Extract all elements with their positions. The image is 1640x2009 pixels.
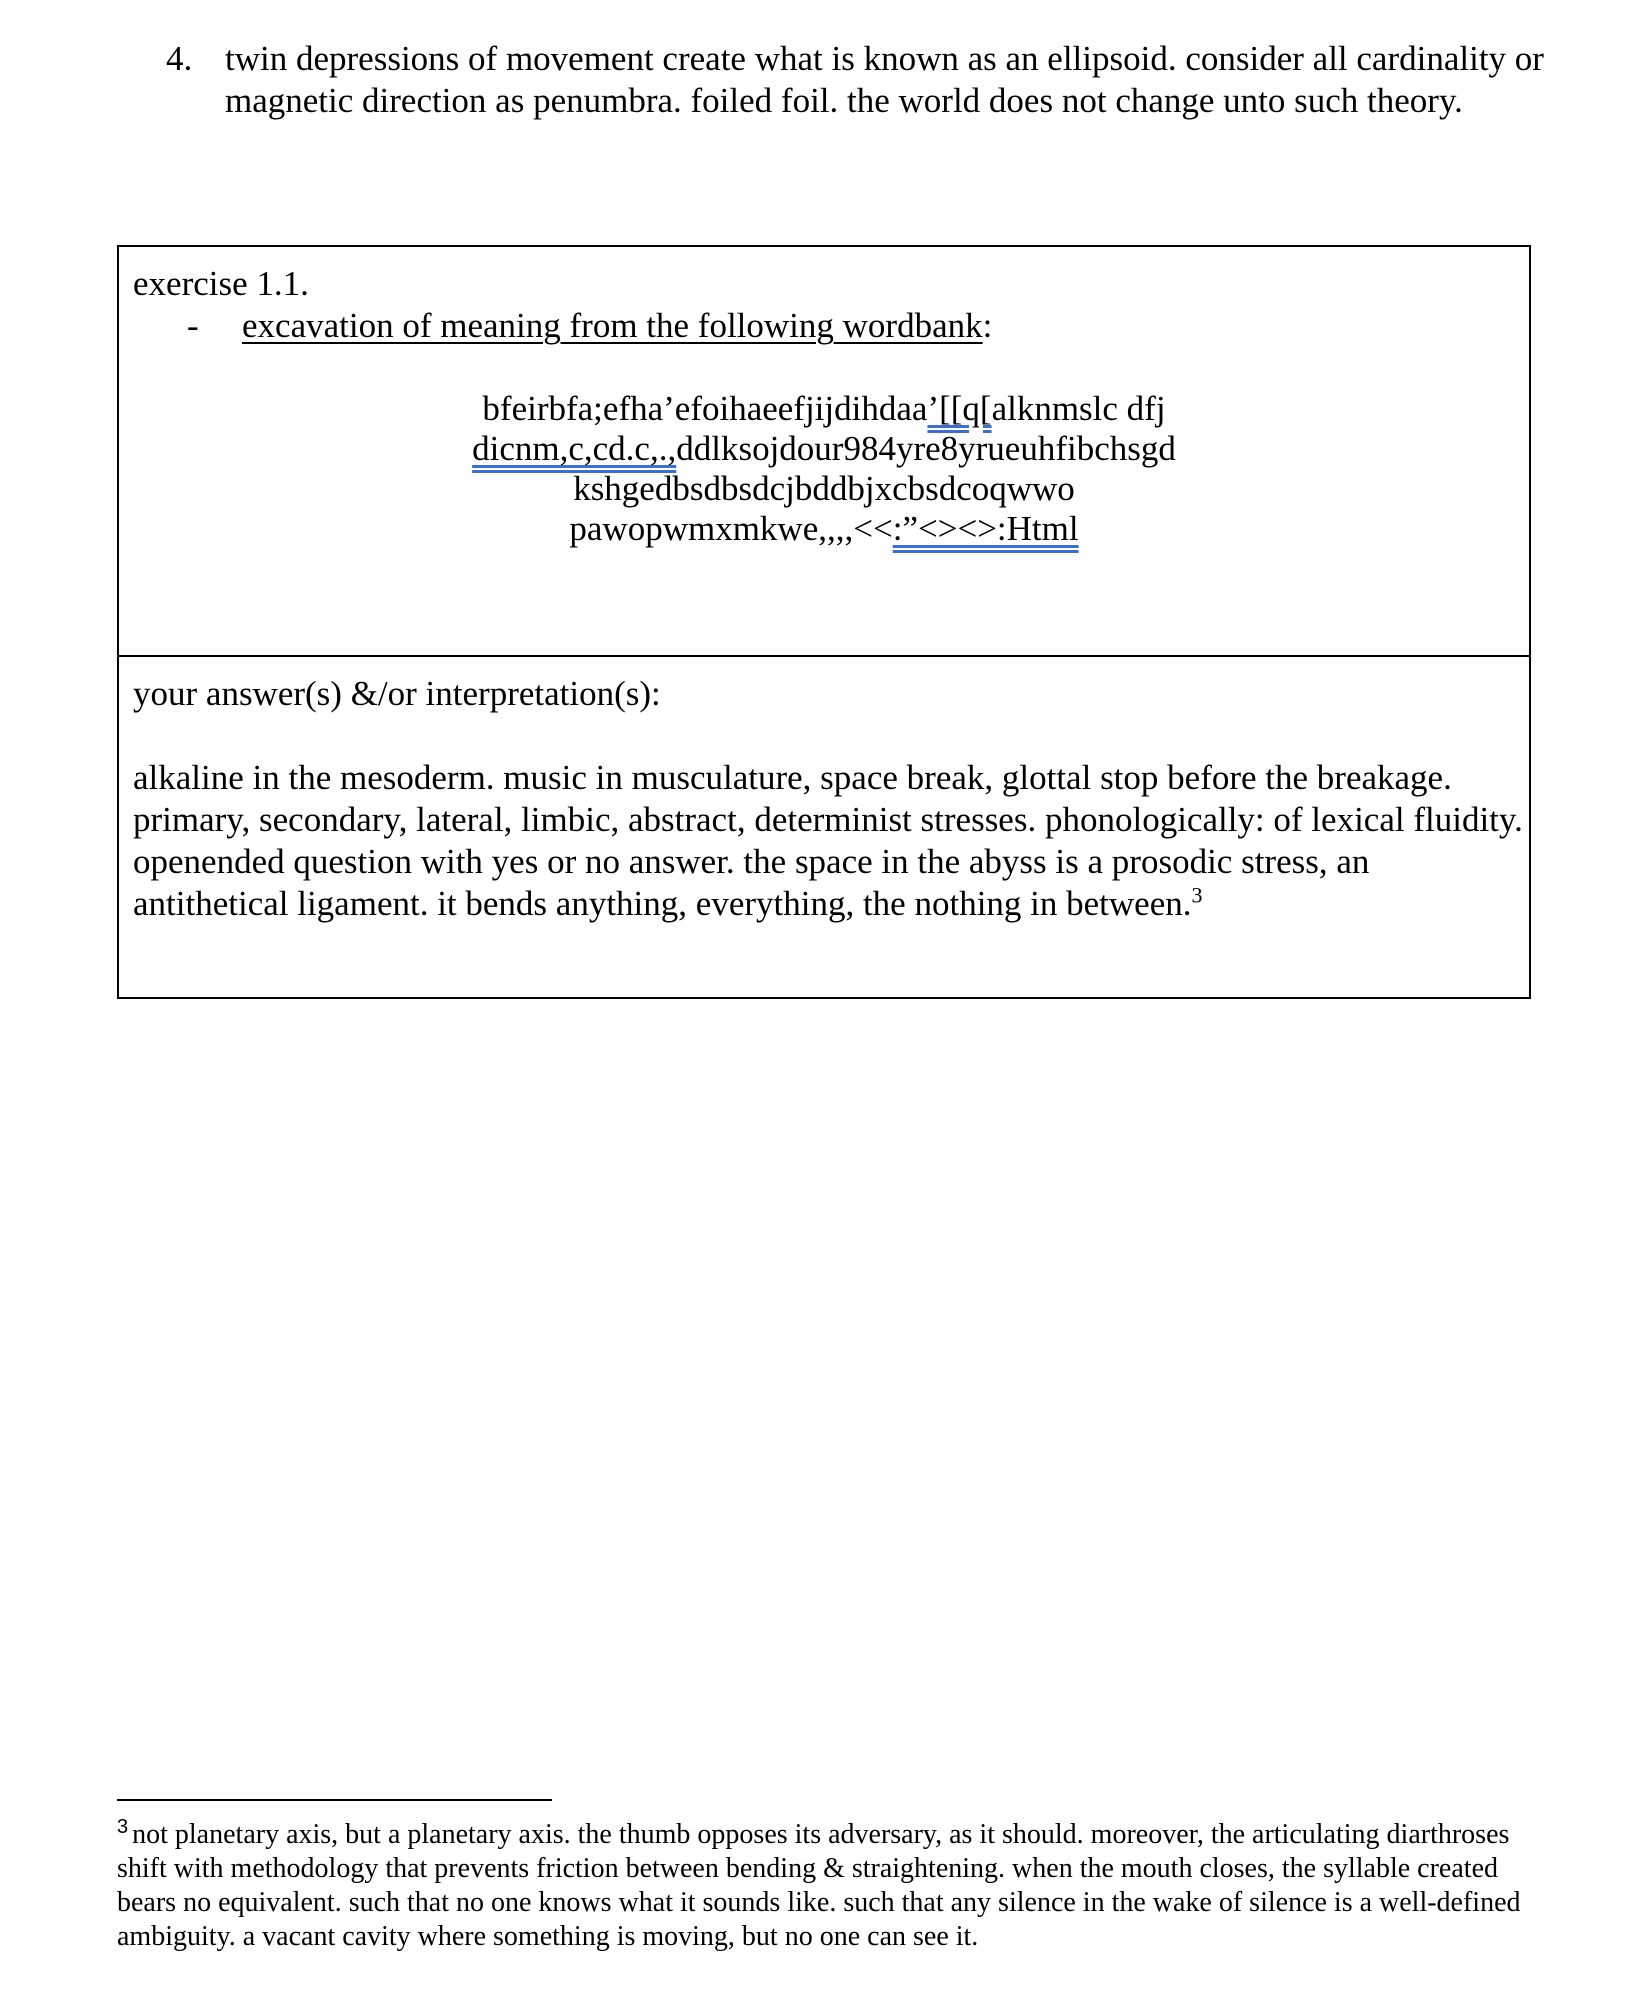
wordbank-segment: bfeirbfa;efha’efoihaeefjijdihdaa bbox=[482, 389, 928, 428]
spellcheck-underlined-segment: ’[[q[ bbox=[927, 389, 992, 428]
exercise-table bbox=[117, 245, 1531, 999]
instruction-colon: : bbox=[982, 306, 993, 345]
bullet-dash: - bbox=[187, 306, 199, 345]
wordbank-segment: alknmslc dfj bbox=[991, 389, 1166, 428]
answer-text bbox=[133, 757, 1523, 925]
footnote bbox=[117, 1815, 1537, 1954]
wordbank-line-2 bbox=[119, 429, 1529, 469]
wordbank-segment: ddlksojdour984yre8yrueuhfibchsgd bbox=[676, 429, 1176, 468]
spellcheck-underlined-segment: :”<><>:Html bbox=[892, 509, 1079, 548]
table-row-divider bbox=[119, 655, 1529, 657]
answer-label: your answer(s) &/or interpretation(s): bbox=[133, 674, 661, 713]
exercise-heading: exercise 1.1. bbox=[133, 264, 309, 303]
instruction-text: excavation of meaning from the following wordbank bbox=[242, 306, 983, 345]
answer-body: alkaline in the mesoderm. music in musculature, space break, glottal stop before the breakage. primary, secondary, lateral, limbic, abstract, determinist stresses. phonologically: of lexical fluidity. openended question with yes or no answer. the space in the abyss is a prosodic stress, an antithetical ligament. it bends anything, everything, the nothing in between. bbox=[133, 758, 1523, 923]
wordbank bbox=[119, 389, 1529, 549]
footnote-reference[interactable]: 3 bbox=[1191, 882, 1203, 908]
wordbank-line-1 bbox=[119, 389, 1529, 429]
list-item-text: twin depressions of movement create what is known as an ellipsoid. consider all cardinality or magnetic direction as penumbra. foiled foil. the world does not change unto such theory. bbox=[225, 39, 1544, 120]
footnote-body: not planetary axis, but a planetary axis. the thumb opposes its adversary, as it should. moreover, the articulating diarthroses shift with methodology that prevents friction between bending & straightening. when the mouth closes, the syllable created bears no equivalent. such that no one knows what it sounds like. such that any silence in the wake of silence is a well-defined ambiguity. a vacant cavity where something is moving, but no one can see it. bbox=[117, 1819, 1521, 1952]
list-number: 4. bbox=[166, 39, 193, 78]
list-item-4 bbox=[166, 38, 1546, 122]
footnote-separator bbox=[117, 1799, 552, 1801]
exercise-instruction bbox=[187, 305, 1487, 347]
wordbank-line-4 bbox=[119, 509, 1529, 549]
wordbank-line-3: kshgedbsdbsdcjbddbjxcbsdcoqwwo bbox=[573, 469, 1075, 508]
footnote-marker: 3 bbox=[117, 1815, 129, 1838]
spellcheck-underlined-segment: dicnm,c,cd.c,., bbox=[472, 429, 677, 468]
wordbank-segment: pawopwmxmkwe,,,,<< bbox=[569, 509, 893, 548]
